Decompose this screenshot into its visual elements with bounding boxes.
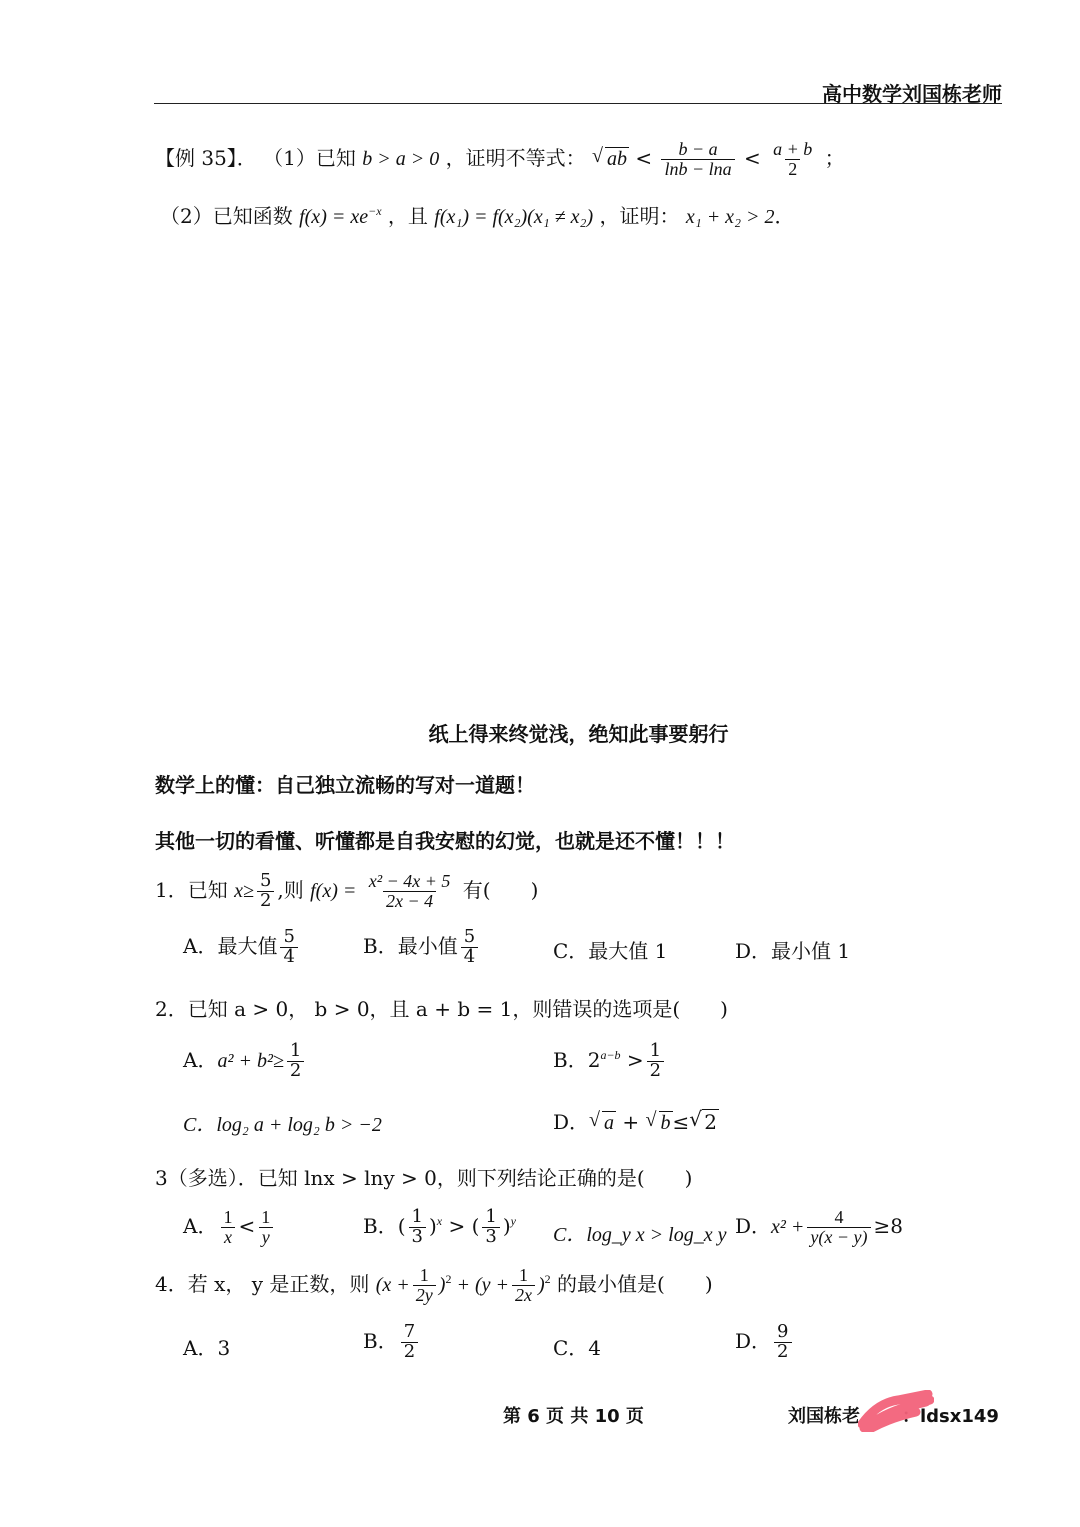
q1-option-d[interactable]: D．最小值 1 [735, 939, 851, 963]
q1-cond-fraction: $\frac{5}{2}$ [257, 872, 274, 911]
q4-option-d[interactable]: D． $\frac{9}{2}$ [735, 1323, 795, 1362]
q1-option-c[interactable]: C．最大值 1 [553, 939, 668, 963]
example-part1-prefix: （1）已知 [263, 145, 356, 170]
fraction-arith-mean: $\frac{a + b}{2}$ [773, 139, 813, 179]
q2-option-a[interactable]: A．a² + b²≥ $\frac{1}{2}$ [183, 1042, 307, 1081]
q3-option-b[interactable]: B．( $\frac{1}{3}$ )$^x$ > ( $\frac{1}{3}$ )$^y$ [363, 1206, 516, 1247]
footer-author: 刘国栋老 ：ldsx149 [788, 1406, 999, 1427]
fraction-mean-diff: $\frac{b - a}{\ln b - \ln a}$ [661, 140, 734, 179]
redaction-scribble [858, 1390, 934, 1432]
footer-page-number: 第 6 页 共 10 页 [503, 1406, 644, 1427]
q4-option-b[interactable]: B． $\frac{7}{2}$ [363, 1323, 421, 1362]
q3-option-a[interactable]: A． $\frac{1}{x}$ < $\frac{1}{y}$ [183, 1208, 276, 1247]
motto-line2: 其他一切的看懂、听懂都是自我安慰的幻觉，也就是还不懂！！！ [155, 829, 735, 853]
motto-poem: 纸上得来终觉浅，绝知此事要躬行 [428, 722, 729, 746]
example-part1-cond: b > a > 0 [362, 147, 440, 170]
example-part2-prefix: （2）已知函数 [160, 204, 293, 228]
header-title: 高中数学刘国栋老师 [822, 82, 1002, 106]
q2-option-b[interactable]: B．$2^{a-b}$ > $\frac{1}{2}$ [553, 1042, 667, 1081]
q2-option-c[interactable]: C．log₂ a + log₂ b > −2 [183, 1114, 382, 1136]
example-part2-conclusion: x₁ + x₂ > 2 [685, 206, 775, 228]
q1-function-fraction: $\frac{\text{x² − 4x + 5}}{2x - 4}$ [368, 871, 451, 911]
example-part2-cond: f(x₁) = f(x₂)(x₁ ≠ x₂) [434, 206, 594, 228]
q1-option-a[interactable]: A．最大值 $\frac{5}{4}$ [183, 928, 301, 967]
example-part2: （2）已知函数 $f(x) = xe^{-x}$ ，且 f(x₁) = f(x₂)(x₁ ≠ x₂) ，证明： x₁ + x₂ > 2． [160, 204, 795, 228]
q2-option-d[interactable]: D．√ a + √ b ≤√ 2 [553, 1106, 719, 1135]
example-part2-mid: ，且 [387, 204, 428, 228]
question-1-stem: 1．已知 x≥ $\frac{5}{2}$ ,则 f(x) = $\frac{\text{x² − 4x + 5}}{2x - 4}$ 有( ) [155, 870, 539, 911]
example-part2-func: $f(x) = xe^{-x}$ [299, 204, 382, 228]
question-4-stem: 4．若 x， y 是正数，则 (x + $\frac{1}{2y}$ )$^2$ + (y + $\frac{1}{2x}$ )$^2$ 的最小值是( ) [155, 1265, 713, 1305]
example-part2-mid2: ，证明： [599, 204, 680, 228]
sqrt-ab: √ ab [592, 148, 629, 171]
example-part1-mid: ，证明不等式： [445, 145, 586, 170]
motto-line1: 数学上的懂：自己独立流畅的写对一道题！ [155, 773, 535, 797]
q4-option-c[interactable]: C．4 [553, 1336, 602, 1360]
q1-option-b[interactable]: B．最小值 $\frac{5}{4}$ [363, 928, 481, 967]
q3-option-c[interactable]: C．log_y x > log_x y [553, 1224, 727, 1246]
example-part1: 【例 35】． （1）已知 b > a > 0 ，证明不等式： √ ab < $\frac{b - a}{\ln b - \ln a}$ < $\frac{a + b}{2}$ ； [155, 140, 845, 179]
q3-option-d[interactable]: D．x² + $\frac{4}{y(x - y)}$ ≥8 [735, 1207, 904, 1247]
example-label: 【例 35】． [155, 145, 257, 170]
header-rule [154, 103, 1002, 104]
q4-option-a[interactable]: A．3 [183, 1336, 231, 1360]
question-2-stem: 2．已知 a > 0， b > 0，且 a + b = 1，则错误的选项是( ) [155, 997, 728, 1021]
question-3-stem: 3（多选）．已知 lnx > lny > 0，则下列结论正确的是( ) [155, 1166, 693, 1190]
